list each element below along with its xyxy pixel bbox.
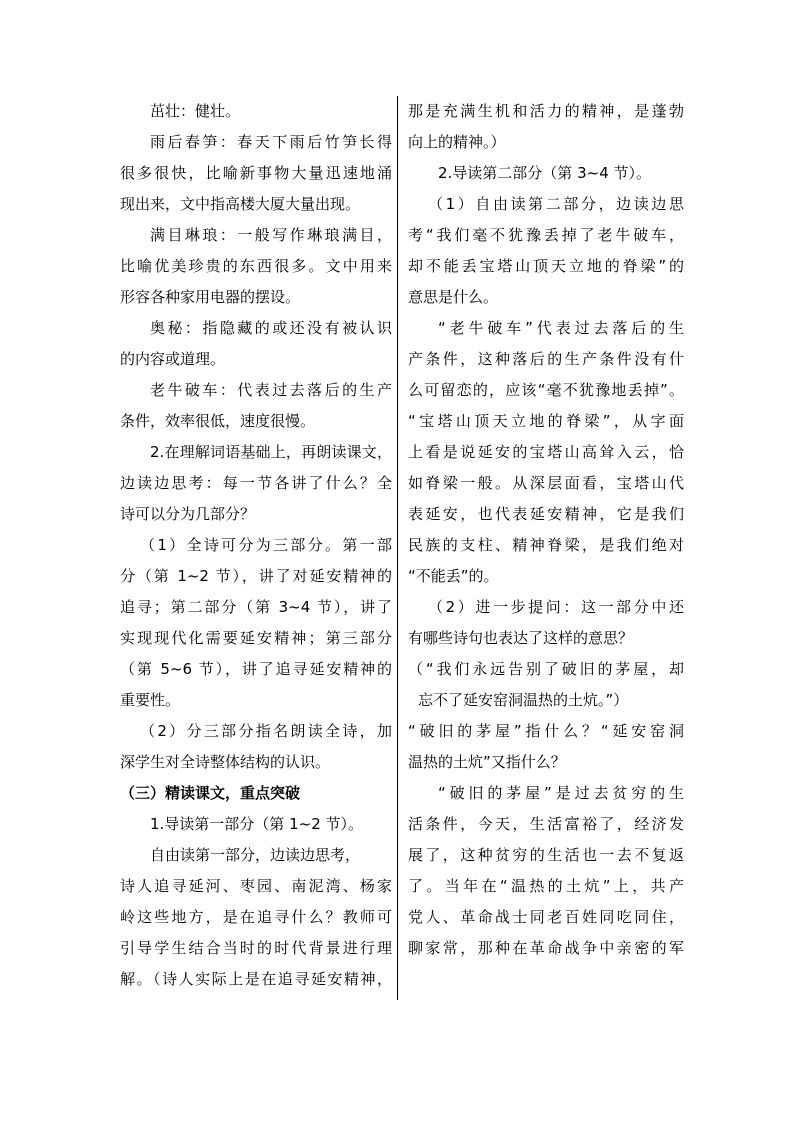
text-line: 诗可以分为几部分？	[120, 505, 256, 523]
text-line: 么可留恋的，应该“毫不犹豫地丢掉”。	[408, 381, 684, 399]
text-line: 形容各种家用电器的摆设。	[120, 288, 301, 306]
text-line: 茁壮：健壮。	[150, 102, 241, 120]
column-divider	[397, 96, 398, 1000]
text-line: 考“我们毫不犹豫丢掉了老牛破车，	[408, 226, 684, 244]
text-line: 产条件，这种落后的生产条件没有什	[408, 350, 684, 368]
text-line: “破旧的茅屋”是过去贫穷的生	[438, 784, 684, 802]
text-line: 那是充满生机和活力的精神，是蓬勃	[408, 102, 684, 120]
text-line: 2.在理解词语基础上，再朗读课文，	[150, 443, 392, 461]
text-line: 雨后春笋：春天下雨后竹笋长得	[150, 133, 392, 151]
text-line: 如脊梁一般。从深层面看，宝塔山代	[408, 474, 684, 492]
text-line: 了。当年在“温热的土炕”上，共产	[408, 877, 684, 895]
text-line: 1.导读第一部分（第 1~2 节）。	[150, 815, 364, 833]
text-line: （1）全诗可分为三部分。第一部	[140, 536, 392, 554]
text-line: 奥秘：指隐藏的或还没有被认识	[150, 319, 392, 337]
text-line: 深学生对全诗整体结构的认识。	[120, 753, 331, 771]
text-line: 引导学生结合当时的时代背景进行理	[120, 939, 392, 957]
text-line: 边读边思考：每一节各讲了什么？全	[120, 474, 392, 492]
text-line: （第 5~6 节），讲了追寻延安精神的	[120, 660, 392, 678]
left-column	[120, 96, 392, 995]
text-line: 2.导读第二部分（第 3~4 节）。	[438, 164, 652, 182]
text-line: 满目琳琅：一般写作琳琅满目，	[150, 226, 392, 244]
text-line: 忘不了延安窑洞温热的土炕。”）	[418, 691, 629, 709]
text-line: （2）分三部分指名朗读全诗，加	[140, 722, 392, 740]
text-line: 条件，效率很低，速度很慢。	[120, 412, 316, 430]
text-line: 实现现代化需要延安精神；第三部分	[120, 629, 392, 647]
text-line: 民族的支柱、精神脊梁，是我们绝对	[408, 536, 684, 554]
text-line: “宝塔山顶天立地的脊梁”，从字面	[408, 412, 684, 430]
text-line: 却不能丢宝塔山顶天立地的脊梁”的	[408, 257, 684, 275]
text-line: 重要性。	[120, 691, 181, 709]
text-line: 展了，这种贫穷的生活也一去不复返	[408, 846, 684, 864]
text-line: 有哪些诗句也表达了这样的意思？	[408, 629, 634, 647]
text-line: “老牛破车”代表过去落后的生	[438, 319, 684, 337]
text-line: 聊家常，那种在革命战争中亲密的军	[408, 939, 684, 957]
right-column	[408, 96, 684, 964]
text-line: 追寻；第二部分（第 3~4 节），讲了	[120, 598, 392, 616]
text-line: 活条件，今天，生活富裕了，经济发	[408, 815, 684, 833]
text-line: 分（第 1~2 节），讲了对延安精神的	[120, 567, 392, 585]
text-line: “不能丢”的。	[408, 567, 499, 585]
text-line: 很多很快，比喻新事物大量迅速地涌	[120, 164, 392, 182]
text-line: “破旧的茅屋”指什么？“延安窑洞	[408, 722, 684, 740]
text-line: （三）精读课文，重点突破	[120, 784, 301, 802]
text-line: 的内容或道理。	[120, 350, 226, 368]
text-line: 意思是什么。	[408, 288, 499, 306]
text-line: 诗人追寻延河、枣园、南泥湾、杨家	[120, 877, 392, 895]
text-line: 温热的土炕”又指什么？	[408, 753, 566, 771]
text-line: 党人、革命战士同老百姓同吃同住，	[408, 908, 684, 926]
text-line: （1）自由读第二部分，边读边思	[428, 195, 684, 213]
text-line: （2）进一步提问：这一部分中还	[428, 598, 684, 616]
text-line: 上看是说延安的宝塔山高耸入云，恰	[408, 443, 684, 461]
text-line: 岭这些地方，是在追寻什么？教师可	[120, 908, 392, 926]
text-line: 现出来，文中指高楼大厦大量出现。	[120, 195, 361, 213]
text-line: 解。（诗人实际上是在追寻延安精神，	[120, 970, 392, 988]
text-line: 老牛破车：代表过去落后的生产	[150, 381, 392, 399]
text-line: 向上的精神。）	[408, 133, 506, 151]
text-line: 自由读第一部分，边读边思考，	[150, 846, 361, 864]
text-line: 表延安，也代表延安精神，它是我们	[408, 505, 684, 523]
text-line: 比喻优美珍贵的东西很多。文中用来	[120, 257, 392, 275]
text-line: （“我们永远告别了破旧的茅屋，却	[408, 660, 684, 678]
